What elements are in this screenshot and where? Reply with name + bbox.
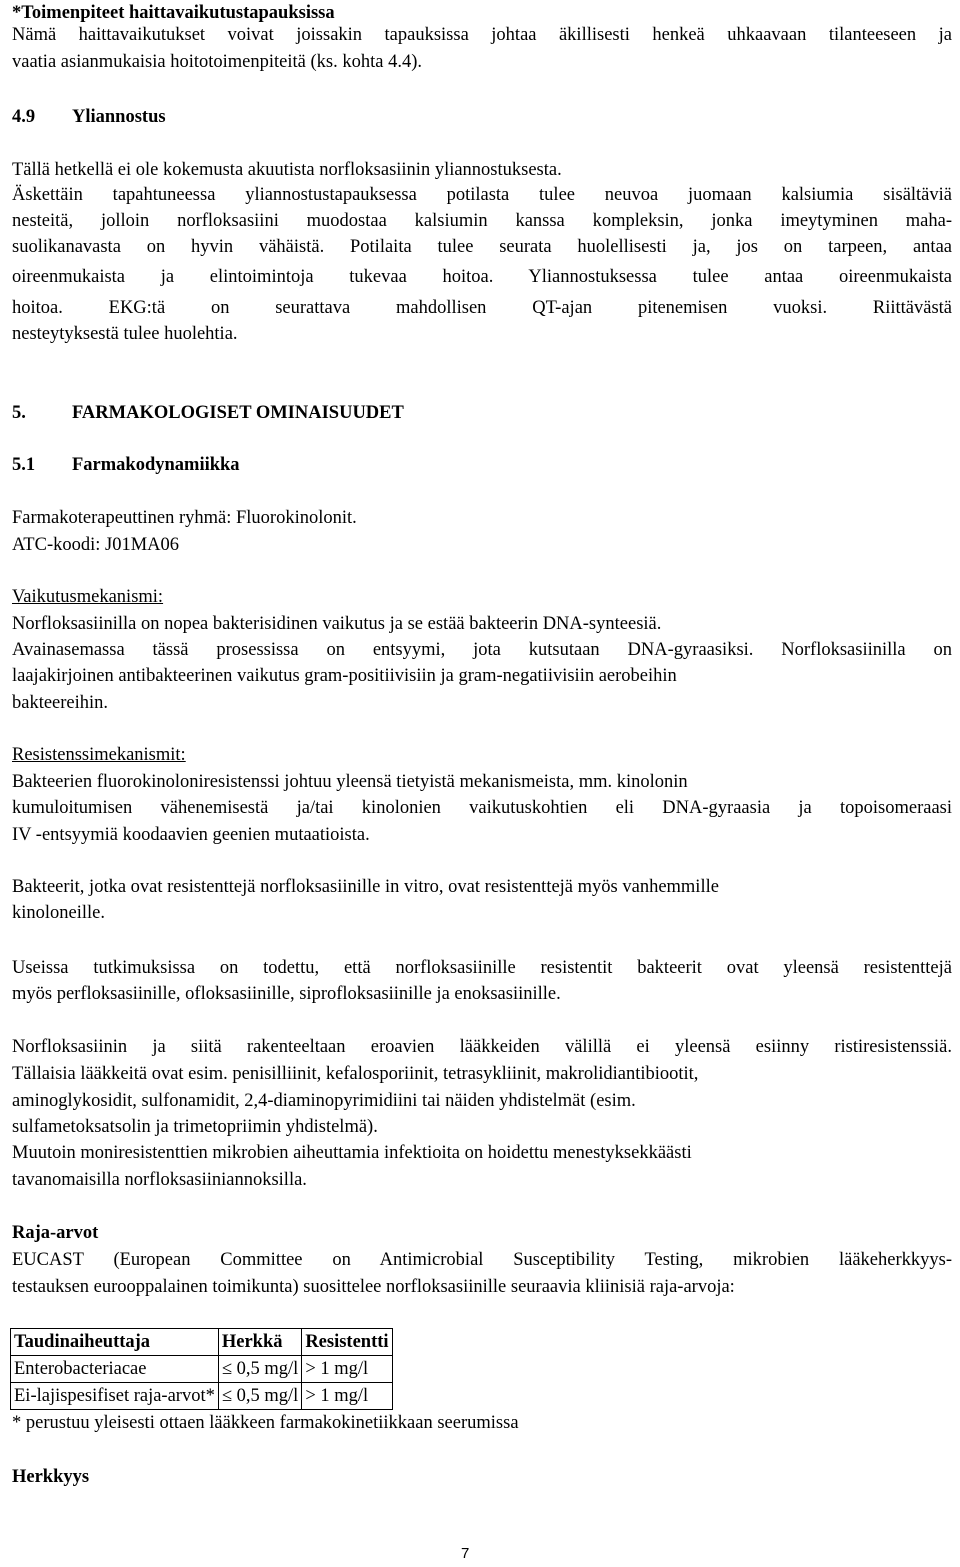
text-line: Tällaisia lääkkeitä ovat esim. penisilliinit, kefalosporiinit, tetrasykliinit, makrolidiantibiootit, xyxy=(12,1064,699,1084)
section-heading-5-1 xyxy=(12,452,240,478)
text-line: sulfametoksatsolin ja trimetopriimin yhdistelmä). xyxy=(12,1117,378,1137)
text-line: oireenmukaista ja elintoimintoja tukevaa hoitoa. Yliannostuksessa tulee antaa oireenmukaista xyxy=(12,267,952,287)
text-line: kinoloneille. xyxy=(12,903,105,923)
text-line: tavanomaisilla norfloksasiiniannoksilla. xyxy=(12,1170,307,1190)
table-cell: Ei-lajispesifiset raja-arvot* xyxy=(11,1383,219,1410)
text-line: Bakteerit, jotka ovat resistenttejä norfloksasiinille in vitro, ovat resistenttejä myös vanhemmille xyxy=(12,877,719,897)
text-line: Norfloksasiinilla on nopea bakterisidinen vaikutus ja se estää bakteerin DNA-synteesiä. xyxy=(12,614,662,634)
section-number: 5. xyxy=(12,403,26,423)
breakpoints-table xyxy=(10,1328,393,1410)
text-line: Nämä haittavaikutukset voivat joissakin tapauksissa johtaa äkillisesti henkeä uhkaavaan tilanteeseen ja xyxy=(12,25,952,45)
table-cell: > 1 mg/l xyxy=(302,1356,392,1383)
text-line: nesteitä, jolloin norfloksasiini muodostaa kalsiumin kanssa kompleksin, jonka imeytyminen maha- xyxy=(12,211,952,231)
text-line: testauksen eurooppalainen toimikunta) suosittelee norfloksasiinille seuraavia kliinisiä raja-arvoja: xyxy=(12,1277,735,1297)
text-line: aminoglykosidit, sulfonamidit, 2,4-diaminopyrimidiini tai näiden yhdistelmät (esim. xyxy=(12,1091,636,1111)
section-heading-4-9 xyxy=(12,104,166,130)
text-line: Äskettäin tapahtuneessa yliannostustapauksessa potilasta tulee neuvoa juomaan kalsiumia sisältäviä xyxy=(12,185,952,205)
table-row xyxy=(11,1356,393,1383)
table-header-cell: Herkkä xyxy=(218,1329,301,1356)
table-cell: ≤ 0,5 mg/l xyxy=(218,1356,301,1383)
section-number: 5.1 xyxy=(12,455,36,475)
text-line: Useissa tutkimuksissa on todettu, että norfloksasiinille resistentit bakteerit ovat yleensä resistenttejä xyxy=(12,958,952,978)
atc-code: ATC-koodi: J01MA06 xyxy=(12,535,180,555)
section-title: Yliannostus xyxy=(72,107,166,127)
text-line: Tällä hetkellä ei ole kokemusta akuutista norfloksasiinin yliannostuksesta. xyxy=(12,160,562,180)
table-header-row xyxy=(11,1329,393,1356)
text-line: Avainasemassa tässä prosessissa on entsyymi, jota kutsutaan DNA-gyraasiksi. Norfloksasiinilla on xyxy=(12,640,952,660)
table-cell: Enterobacteriacae xyxy=(11,1356,219,1383)
text-line: IV -entsyymiä koodaavien geenien mutaatioista. xyxy=(12,825,370,845)
section-heading-toimenpiteet: *Toimenpiteet haittavaikutustapauksissa xyxy=(12,3,335,23)
text-line: nesteytyksestä tulee huolehtia. xyxy=(12,324,238,344)
text-line: Muutoin moniresistenttien mikrobien aiheuttamia infektioita on hoidettu menestyksekkäästi xyxy=(12,1143,692,1163)
table-cell: ≤ 0,5 mg/l xyxy=(218,1383,301,1410)
table-row xyxy=(11,1383,393,1410)
table-header-cell: Taudinaiheuttaja xyxy=(11,1329,219,1356)
subheading-raja-arvot: Raja-arvot xyxy=(12,1223,99,1243)
subheading-vaikutusmekanismi: Vaikutusmekanismi: xyxy=(12,587,164,607)
text-line: suolikanavasta on hyvin vähäistä. Potilaita tulee seurata huolellisesti ja, jos on tarpeen, antaa xyxy=(12,237,952,257)
text-line: EUCAST (European Committee on Antimicrobial Susceptibility Testing, mikrobien lääkeherkkyys- xyxy=(12,1250,952,1270)
text-line: kumuloitumisen vähenemisestä ja/tai kinolonien vaikutuskohtien eli DNA-gyraasia ja topoisomeraasi xyxy=(12,798,952,818)
section-number: 4.9 xyxy=(12,107,36,127)
subheading-herkkyys: Herkkyys xyxy=(12,1467,90,1487)
table-header-cell: Resistentti xyxy=(302,1329,392,1356)
page-number: 7 xyxy=(461,1545,470,1562)
text-line: vaatia asianmukaisia hoitotoimenpiteitä (ks. kohta 4.4). xyxy=(12,52,422,72)
section-heading-5 xyxy=(12,400,404,426)
text-line: myös perfloksasiinille, ofloksasiinille, siprofloksasiinille ja enoksasiinille. xyxy=(12,984,561,1004)
text-line: bakteereihin. xyxy=(12,693,109,713)
section-title: FARMAKOLOGISET OMINAISUUDET xyxy=(72,403,404,423)
subheading-resistenssimekanismit: Resistenssimekanismit: xyxy=(12,745,186,765)
section-title: Farmakodynamiikka xyxy=(72,455,240,475)
pharmacotherapeutic-group: Farmakoterapeuttinen ryhmä: Fluorokinolonit. xyxy=(12,508,357,528)
text-line: Bakteerien fluorokinoloniresistenssi johtuu yleensä tietyistä mekanismeista, mm. kinolonin xyxy=(12,772,688,792)
text-line: laajakirjoinen antibakteerinen vaikutus gram-positiivisiin ja gram-negatiivisiin aerobeihin xyxy=(12,666,677,686)
table-cell: > 1 mg/l xyxy=(302,1383,392,1410)
text-line: hoitoa. EKG:tä on seurattava mahdollisen QT-ajan pitenemisen vuoksi. Riittävästä xyxy=(12,298,952,318)
text-line: Norfloksasiinin ja siitä rakenteeltaan eroavien lääkkeiden välillä ei yleensä esiinny ristiresistenssiä. xyxy=(12,1037,952,1057)
table-footnote: * perustuu yleisesti ottaen lääkkeen farmakokinetiikkaan seerumissa xyxy=(12,1413,519,1433)
